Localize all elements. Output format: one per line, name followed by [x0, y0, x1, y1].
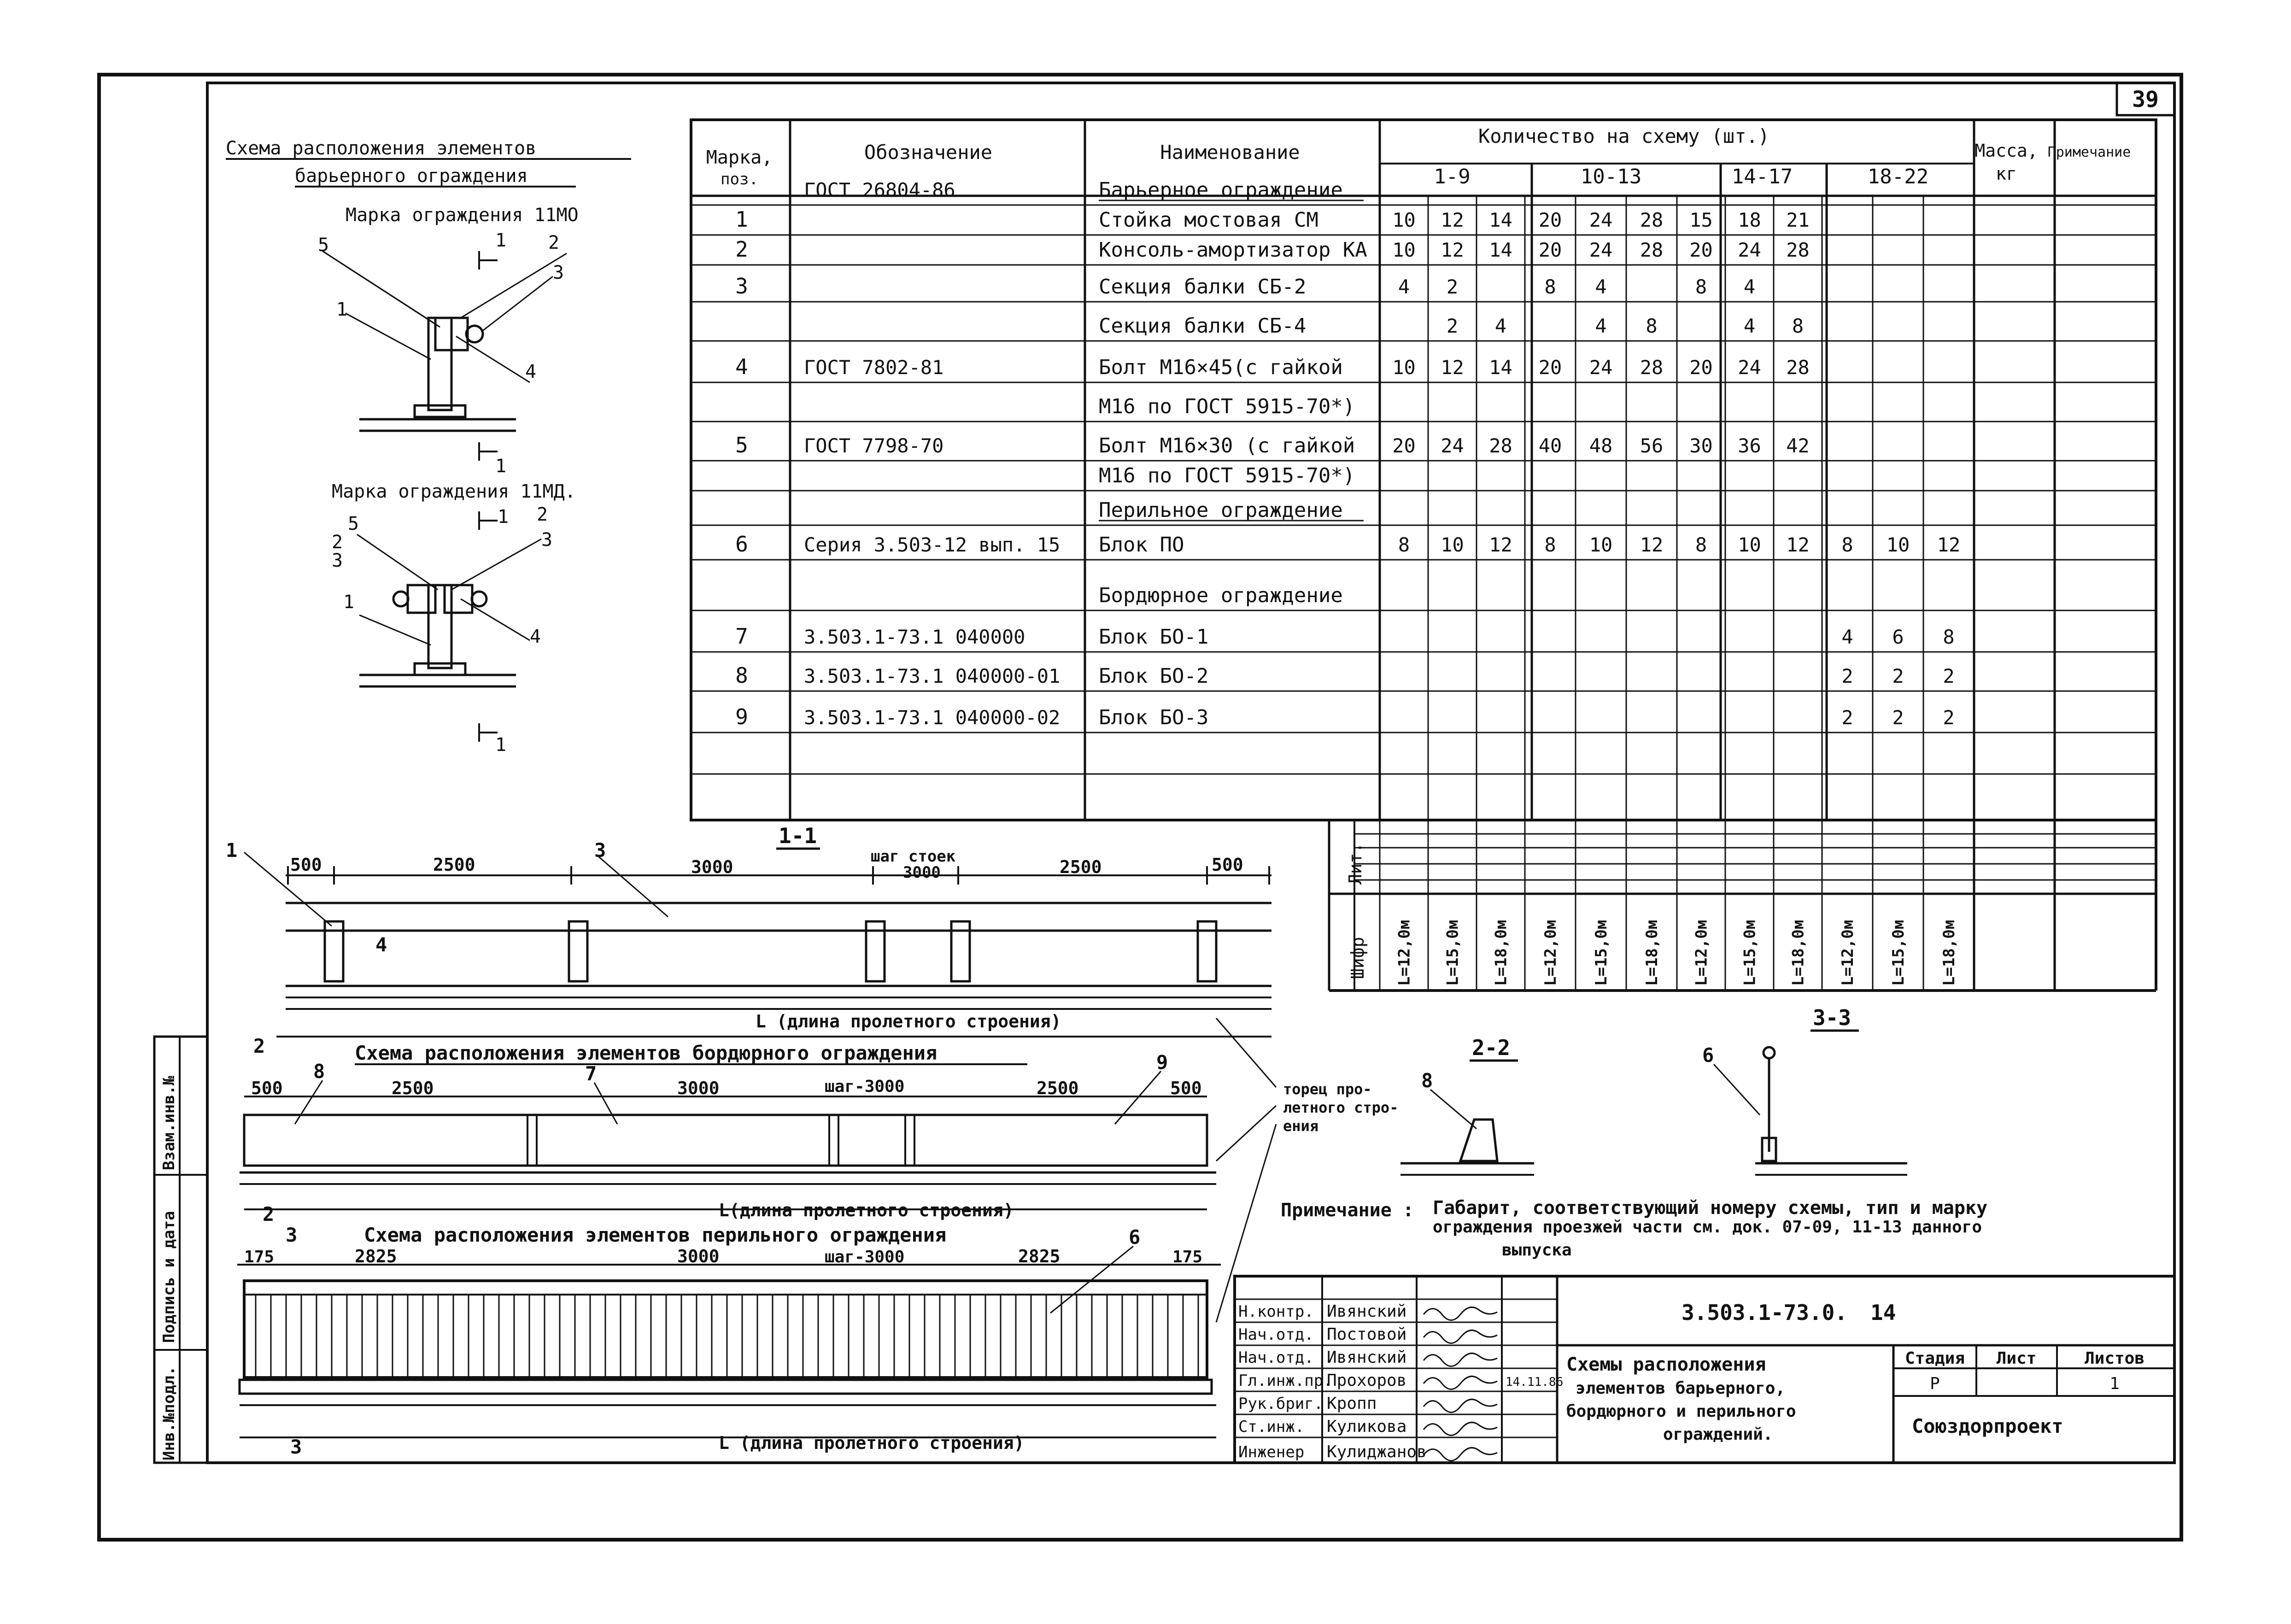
title-staff-rows	[1235, 1302, 1563, 1461]
left-title-2: барьерного ограждения	[295, 165, 528, 187]
row-qty-9: 2	[1841, 706, 1853, 729]
hdr-mass2: кг	[1996, 164, 2017, 184]
spec-row	[735, 237, 1810, 262]
row-qty-1: 12	[1441, 239, 1464, 261]
spec-row	[735, 704, 1955, 729]
row-pos: 7	[735, 624, 748, 649]
spec-row	[735, 433, 1810, 457]
span-label-11: L=18,0м	[1940, 920, 1958, 986]
row-qty-3: 20	[1538, 356, 1562, 379]
doc-title-1: Схемы расположения	[1566, 1354, 1766, 1375]
dim-1-1-5: 500	[1212, 855, 1243, 875]
span-label-5: L=18,0м	[1643, 920, 1661, 986]
hdr-name: Наименование	[1160, 141, 1300, 164]
mark-11mo-label: Марка ограждения 11МО	[346, 205, 579, 226]
org-name: Союздорпроект	[1912, 1415, 2063, 1437]
row-pos: 2	[735, 237, 748, 262]
row-name: М16 по ГОСТ 5915-70*)	[1099, 464, 1355, 487]
staff-name: Куликова	[1327, 1417, 1407, 1436]
staff-name: Постовой	[1327, 1325, 1407, 1344]
spec-row	[1099, 395, 1355, 418]
row-pos: 3	[735, 274, 748, 299]
row-name: Болт М16×30 (с гайкой	[1099, 434, 1355, 457]
note-line-3: выпуска	[1502, 1241, 1572, 1260]
left-title-1: Схема расположения элементов	[226, 138, 537, 159]
row-qty-8: 12	[1786, 534, 1810, 556]
curb-callout-8: 8	[313, 1060, 325, 1083]
signature-scribble	[1424, 1422, 1497, 1435]
sheet-number: 39	[2132, 87, 2159, 112]
stamp-sign: Подпись и дата	[160, 1211, 178, 1343]
row-qty-1: 12	[1441, 356, 1464, 379]
callout-11mo-1c: 1	[495, 456, 507, 477]
callout-1-1-2: 2	[253, 1035, 265, 1057]
callout-11md-1c: 1	[495, 734, 507, 756]
spec-row	[1099, 464, 1355, 487]
staff-role: Гл.инж.пр.	[1238, 1372, 1333, 1390]
spec-row	[735, 532, 1960, 557]
section-2-2	[1400, 1035, 1534, 1175]
span-label-1: L=15,0м	[1443, 920, 1462, 986]
staff-role: Рук.бриг.	[1238, 1395, 1324, 1413]
railing-dim-4: 2825	[1018, 1246, 1061, 1266]
staff-role: Нач.отд.	[1238, 1348, 1314, 1367]
row-qty-10: 10	[1886, 534, 1910, 556]
staff-row	[1238, 1371, 1563, 1390]
spec-rows	[735, 178, 1960, 729]
row-qty-7: 36	[1738, 434, 1761, 457]
end-label-1: торец про-	[1283, 1080, 1372, 1098]
row-name: Блок БО-1	[1099, 625, 1209, 649]
staff-name: Ивянский	[1327, 1348, 1407, 1367]
row-name: Секция балки СБ-4	[1099, 314, 1307, 338]
railing-scheme	[237, 1224, 1221, 1458]
mark-11md-label: Марка ограждения 11МД.	[332, 481, 576, 502]
row-qty-4: 4	[1595, 315, 1607, 337]
callout-11md-5: 5	[348, 513, 359, 534]
end-label-2: летного стро-	[1283, 1099, 1399, 1116]
staff-row	[1238, 1394, 1497, 1413]
row-qty-6: 15	[1689, 209, 1713, 231]
callout-11md-4: 4	[530, 626, 541, 647]
callout-11md-1a: 1	[498, 506, 509, 528]
row-qty-11: 2	[1943, 706, 1955, 729]
row-name: Блок БО-3	[1099, 706, 1209, 729]
row-qty-1: 2	[1446, 315, 1459, 337]
row-qty-1: 10	[1441, 534, 1464, 556]
callout-11mo-2: 2	[548, 232, 560, 253]
span-label-9: L=12,0м	[1839, 920, 1857, 986]
sheet-code: 14	[1870, 1300, 1896, 1325]
railing-dim-5: 175	[1172, 1248, 1203, 1266]
row-qty-7: 4	[1743, 315, 1756, 337]
row-qty-0: 8	[1398, 534, 1410, 556]
railing-dim-3: шаг-3000	[825, 1248, 905, 1266]
row-qty-4: 24	[1589, 356, 1613, 379]
sheets-label: Листов	[2084, 1349, 2145, 1368]
curb-dim-2: 3000	[677, 1078, 720, 1098]
stage-label: Стадия	[1904, 1349, 1965, 1368]
row-qty-10: 2	[1892, 706, 1904, 729]
row-designation: 3.503.1-73.1 040000-01	[804, 665, 1061, 687]
curb-dim-5: 500	[1170, 1078, 1202, 1098]
signature-scribble	[1424, 1307, 1497, 1320]
row-qty-9: 2	[1841, 665, 1853, 687]
spec-row	[735, 354, 1810, 379]
row-qty-6: 8	[1695, 276, 1707, 298]
row-qty-4: 24	[1589, 209, 1613, 231]
curb-dim-4: 2500	[1037, 1078, 1079, 1098]
row-qty-11: 8	[1943, 626, 1955, 648]
row-qty-7: 4	[1743, 276, 1756, 298]
row-name: Перильное ограждение	[1099, 498, 1343, 522]
row-qty-5: 28	[1640, 239, 1664, 261]
signature-scribble	[1424, 1399, 1497, 1412]
hdr-designation: Обозначение	[864, 141, 993, 164]
callout-11mo-3: 3	[553, 262, 564, 283]
callout-11md-1b: 1	[343, 592, 355, 613]
spec-row	[1099, 584, 1343, 607]
row-qty-6: 30	[1689, 434, 1713, 457]
section-3-3	[1702, 1005, 1907, 1175]
section-3-3-callout: 6	[1702, 1044, 1714, 1067]
row-qty-2: 28	[1489, 434, 1512, 457]
spec-row	[735, 274, 1755, 299]
row-designation: Серия 3.503-12 вып. 15	[804, 534, 1061, 556]
spec-row	[735, 207, 1810, 232]
staff-row	[1238, 1417, 1497, 1436]
row-name: Болт М16×45(с гайкой	[1099, 356, 1343, 379]
spec-row	[735, 663, 1955, 688]
hdr-note: Примечание	[2047, 144, 2131, 160]
callout-1-1-3: 3	[594, 839, 606, 862]
barrier-11mo-drawing	[322, 251, 567, 461]
row-qty-2: 12	[1489, 534, 1512, 556]
lit-label: Лит.	[1345, 842, 1365, 885]
hdr-group-10-13: 10-13	[1580, 165, 1642, 188]
row-qty-3: 8	[1544, 534, 1556, 556]
staff-name: Кулиджанов	[1327, 1442, 1427, 1461]
title-block	[1235, 1276, 2174, 1463]
callout-1-1-4: 4	[375, 933, 387, 956]
row-qty-8: 42	[1786, 434, 1810, 457]
row-qty-9: 4	[1841, 626, 1853, 648]
staff-role: Н.контр.	[1238, 1302, 1314, 1321]
row-name: Блок БО-2	[1099, 664, 1209, 688]
callout-11mo-1b: 1	[336, 299, 348, 320]
row-qty-0: 4	[1398, 276, 1410, 298]
span-label-3: L=12,0м	[1541, 920, 1560, 986]
row-qty-6: 8	[1695, 534, 1707, 556]
hdr-quantity: Количество на схему (шт.)	[1478, 125, 1770, 147]
hdr-group-18-22: 18-22	[1867, 165, 1929, 188]
row-qty-5: 8	[1646, 315, 1658, 337]
step-label-1-1: шаг стоек	[871, 847, 956, 866]
row-name: Секция балки СБ-2	[1099, 275, 1307, 299]
sheets-value: 1	[2109, 1374, 2120, 1393]
staff-row	[1238, 1302, 1497, 1321]
signature-scribble	[1424, 1448, 1497, 1460]
staff-date: 14.11.86	[1506, 1375, 1564, 1389]
callout-11md-3a: 3	[541, 529, 553, 551]
note	[1281, 1197, 1987, 1260]
hdr-mark: Марка,	[706, 147, 773, 168]
staff-row	[1238, 1325, 1497, 1344]
row-pos: 4	[735, 354, 748, 379]
row-qty-6: 20	[1689, 356, 1713, 379]
curb-dim-1: 2500	[392, 1078, 434, 1098]
callout-11md-3b: 3	[332, 550, 343, 571]
railing-dim-0: 175	[244, 1248, 275, 1266]
staff-role: Инженер	[1238, 1443, 1305, 1461]
row-pos: 8	[735, 663, 748, 688]
railing-span-label: L (длина пролетного строения)	[719, 1433, 1025, 1453]
span-label-1-1: L (длина пролетного строения)	[756, 1011, 1061, 1032]
signature-scribble	[1424, 1353, 1497, 1366]
row-qty-10: 6	[1892, 626, 1904, 648]
railing-callout-6: 6	[1129, 1226, 1141, 1249]
staff-row	[1238, 1442, 1497, 1461]
curb-scheme	[240, 1042, 1216, 1225]
callout-11md-2b: 2	[332, 532, 343, 553]
signature-scribble	[1424, 1376, 1497, 1389]
row-qty-1: 24	[1441, 434, 1464, 457]
span-label-2: L=18,0м	[1492, 920, 1511, 986]
row-qty-2: 14	[1489, 356, 1512, 379]
row-qty-3: 40	[1538, 434, 1562, 457]
row-qty-7: 10	[1738, 534, 1761, 556]
row-qty-1: 12	[1441, 209, 1464, 231]
span-label-0: L=12,0м	[1395, 920, 1414, 986]
row-designation: 3.503.1-73.1 040000	[804, 626, 1025, 648]
row-designation: ГОСТ 26804-86	[804, 179, 955, 201]
row-qty-5: 28	[1640, 356, 1664, 379]
railing-callout-3a: 3	[286, 1224, 298, 1246]
dim-1-1-0: 500	[290, 855, 322, 875]
row-qty-6: 20	[1689, 239, 1713, 261]
staff-name: Кропп	[1327, 1394, 1377, 1413]
row-qty-11: 2	[1943, 665, 1955, 687]
staff-name: Ивянский	[1327, 1302, 1407, 1321]
row-name: Барьерное ограждение	[1099, 178, 1343, 202]
doc-code: 3.503.1-73.0.	[1682, 1300, 1848, 1325]
row-designation: ГОСТ 7798-70	[804, 434, 944, 457]
signature-scribble	[1424, 1330, 1497, 1343]
span-label-4: L=15,0м	[1592, 920, 1611, 986]
row-qty-3: 20	[1538, 239, 1562, 261]
section-2-2-title: 2-2	[1472, 1035, 1511, 1060]
doc-title-3: бордюрного и перильного	[1566, 1402, 1796, 1421]
row-name: М16 по ГОСТ 5915-70*)	[1099, 395, 1355, 418]
row-pos: 1	[735, 207, 748, 232]
row-pos: 9	[735, 704, 748, 729]
spec-row	[1099, 314, 1804, 338]
callout-11mo-1a: 1	[495, 230, 507, 251]
dim-1-1-1: 2500	[433, 855, 475, 875]
row-designation: ГОСТ 7802-81	[804, 356, 944, 379]
span-label-8: L=18,0м	[1789, 920, 1808, 986]
railing-dim-1: 2825	[355, 1246, 397, 1266]
stamp-inv: Инв.№подл.	[160, 1366, 178, 1460]
note-label: Примечание :	[1281, 1200, 1414, 1221]
curb-callout-7: 7	[585, 1062, 597, 1085]
row-designation: 3.503.1-73.1 040000-02	[804, 706, 1061, 729]
row-pos: 5	[735, 433, 748, 457]
callout-11mo-5: 5	[318, 235, 329, 256]
barrier-11md-drawing	[357, 511, 541, 742]
note-line-2: ограждения проезжей части см. док. 07-09, 11-13 данного	[1433, 1218, 1982, 1237]
curb-callout-2: 2	[263, 1203, 275, 1225]
row-qty-0: 20	[1392, 434, 1416, 457]
row-qty-11: 12	[1937, 534, 1961, 556]
shifr-label: Шифр	[1348, 937, 1368, 979]
row-qty-9: 8	[1841, 534, 1853, 556]
row-qty-4: 24	[1589, 239, 1613, 261]
callout-11md-2a: 2	[537, 504, 548, 525]
row-qty-5: 28	[1640, 209, 1664, 231]
staff-role: Нач.отд.	[1238, 1325, 1314, 1344]
spec-row	[735, 624, 1955, 649]
callout-1-1-1: 1	[226, 839, 238, 862]
row-qty-2: 14	[1489, 209, 1512, 231]
curb-title: Схема расположения элементов бордюрного ограждения	[355, 1042, 937, 1064]
row-qty-0: 10	[1392, 209, 1416, 231]
curb-dim-3: шаг-3000	[825, 1077, 905, 1096]
span-label-6: L=12,0м	[1692, 920, 1711, 986]
side-stamp	[154, 1037, 207, 1463]
staff-role: Ст.инж.	[1238, 1418, 1305, 1436]
railing-dim-2: 3000	[677, 1246, 720, 1266]
railing-callout-3b: 3	[290, 1436, 302, 1458]
dim-1-1-4: 2500	[1060, 857, 1102, 877]
hdr-mark2: поз.	[721, 170, 758, 188]
stamp-replace: Взам.инв.№	[160, 1076, 178, 1170]
row-qty-0: 10	[1392, 239, 1416, 261]
sheet-label: Лист	[1996, 1349, 2037, 1368]
row-name: Консоль-амортизатор КА	[1099, 238, 1367, 262]
row-qty-8: 28	[1786, 239, 1810, 261]
curb-callout-9: 9	[1156, 1051, 1168, 1073]
section-2-2-callout: 8	[1421, 1069, 1433, 1092]
hdr-mass: Масса,	[1975, 141, 2038, 161]
row-qty-4: 10	[1589, 534, 1613, 556]
row-name: Стойка мостовая СМ	[1099, 208, 1318, 232]
staff-name: Прохоров	[1327, 1371, 1407, 1390]
end-label-3: ения	[1283, 1117, 1319, 1135]
callout-11mo-4: 4	[525, 361, 537, 382]
doc-title-4: ограждений.	[1663, 1425, 1773, 1444]
dim-1-1-2: 3000	[691, 857, 733, 877]
hdr-group-14-17: 14-17	[1731, 165, 1793, 188]
curb-dim-0: 500	[251, 1078, 283, 1098]
row-qty-7: 24	[1738, 239, 1761, 261]
hdr-group-1-9: 1-9	[1434, 165, 1471, 188]
row-qty-7: 24	[1738, 356, 1761, 379]
row-qty-5: 56	[1640, 434, 1664, 457]
section-3-3-title: 3-3	[1813, 1005, 1852, 1030]
row-qty-2: 4	[1494, 315, 1507, 337]
row-qty-10: 2	[1892, 665, 1904, 687]
row-name: Бордюрное ограждение	[1099, 584, 1343, 607]
span-label-10: L=15,0м	[1889, 920, 1908, 986]
row-qty-4: 48	[1589, 434, 1613, 457]
staff-row	[1238, 1348, 1497, 1367]
railing-title: Схема расположения элементов перильного ограждения	[364, 1224, 947, 1246]
row-qty-3: 8	[1544, 276, 1556, 298]
row-qty-0: 10	[1392, 356, 1416, 379]
row-qty-7: 18	[1738, 209, 1761, 231]
dim-1-1-3: 3000	[903, 863, 941, 882]
section-1-1-title: 1-1	[779, 823, 817, 848]
row-qty-4: 4	[1595, 276, 1607, 298]
section-1-1	[226, 823, 1271, 1057]
row-qty-8: 21	[1786, 209, 1810, 231]
left-schemes	[226, 138, 631, 756]
row-qty-8: 8	[1792, 315, 1804, 337]
row-qty-8: 28	[1786, 356, 1810, 379]
row-name: Блок ПО	[1099, 533, 1184, 557]
row-qty-5: 12	[1640, 534, 1664, 556]
span-label-7: L=15,0м	[1740, 920, 1759, 986]
doc-title-2: элементов барьерного,	[1576, 1379, 1786, 1398]
row-qty-2: 14	[1489, 239, 1512, 261]
stage-value: Р	[1930, 1374, 1940, 1393]
curb-span-label: L(длина пролетного строения)	[719, 1200, 1014, 1220]
note-line-1: Габарит, соответствующий номеру схемы, тип и марку	[1433, 1197, 1988, 1219]
row-qty-3: 20	[1538, 209, 1562, 231]
spec-row	[1099, 498, 1364, 522]
row-qty-1: 2	[1446, 276, 1459, 298]
row-pos: 6	[735, 532, 748, 557]
